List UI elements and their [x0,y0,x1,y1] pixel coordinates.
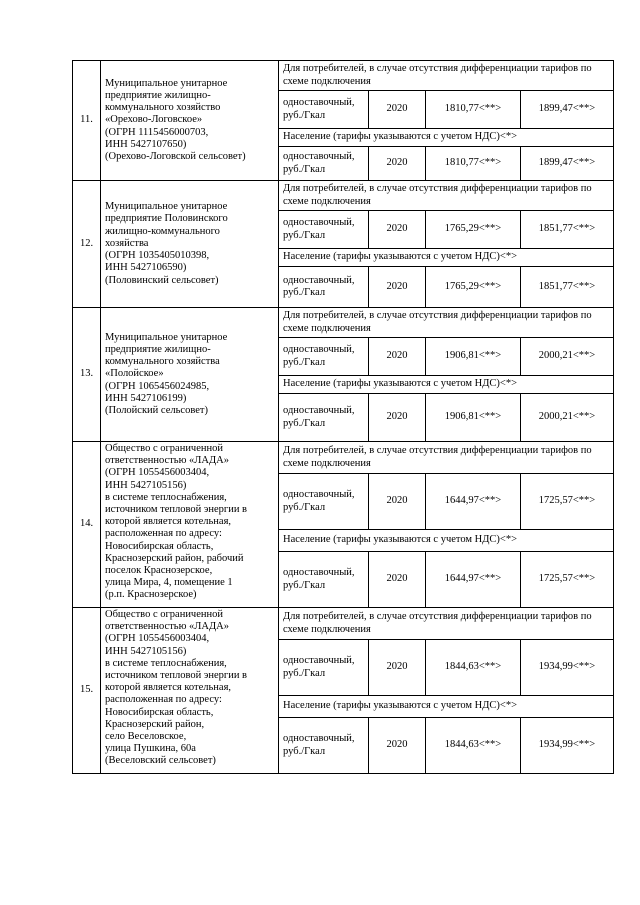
organization-line: ИНН 5427105156) [105,645,187,657]
tariff-type-line: руб./Гкал [283,356,326,368]
table-row [73,608,614,640]
tariff-value-first-half: 1765,29<**> [426,211,521,249]
row-number: 15. [73,608,101,774]
organization-line: улица Мира, 4, помещение 1 [105,577,233,589]
organization-cell [101,61,279,181]
organization-line: Общество с ограниченной [105,609,223,620]
tariff-type [279,718,369,774]
tariff-type-line: одноставочный, [283,733,355,745]
organization-line: село Веселовское, [105,731,187,743]
organization-cell [101,608,279,774]
tariff-type [279,267,369,308]
tariff-type [279,147,369,181]
tariff-type [279,338,369,376]
organization-line: Муниципальное унитарное [105,331,228,343]
tariff-value-second-half: 2000,21<**> [521,338,614,376]
organization-line: ИНН 5427105156) [105,479,187,491]
organization-line: улица Пушкина, 60а [105,743,196,755]
consumer-group-header: Для потребителей, в случае отсутствия дифференциации тарифов по схеме подключения [279,61,614,91]
tariff-value-second-half: 1899,47<**> [521,91,614,129]
tariff-value-second-half: 1725,57<**> [521,474,614,530]
table-row [73,61,614,91]
organization-line: которой является котельная, [105,516,232,528]
organization-line: Общество с ограниченной [105,443,223,454]
table-row [73,442,614,474]
organization-line: предприятие жилищно- [105,89,211,101]
organization-line: расположенная по адресу: [105,694,222,706]
tariff-value-first-half: 1906,81<**> [426,338,521,376]
population-header: Население (тарифы указываются с учетом НДС)<*> [279,249,614,267]
tariff-value-second-half: 1934,99<**> [521,718,614,774]
population-header: Население (тарифы указываются с учетом НДС)<*> [279,530,614,552]
tariff-type-line: руб./Гкал [283,501,326,513]
tariff-year: 2020 [369,338,426,376]
organization-line: коммунального хозяйства [105,356,220,368]
tariff-year: 2020 [369,211,426,249]
tariff-value-second-half: 1934,99<**> [521,640,614,696]
tariff-value-first-half: 1644,97<**> [426,474,521,530]
tariff-value-second-half: 1899,47<**> [521,147,614,181]
tariff-type-line: руб./Гкал [283,417,326,429]
organization-line: источником тепловой энергии в [105,670,248,682]
organization-line: предприятие жилищно- [105,343,211,355]
tariff-type [279,211,369,249]
population-header: Население (тарифы указываются с учетом НДС)<*> [279,376,614,394]
tariff-type-line: руб./Гкал [283,229,326,241]
tariff-type-line: руб./Гкал [283,745,326,757]
organization-line: (ОГРН 1035405010398, [105,250,210,262]
organization-line: Новосибирская область, [105,706,214,718]
organization-line: (Половинский сельсовет) [105,274,219,286]
organization-line: (ОГРН 1115456000703, [105,126,209,138]
organization-line: ИНН 5427106590) [105,262,187,274]
organization-line: поселок Краснозерское, [105,565,213,577]
organization-line: в системе теплоснабжения, [105,491,227,503]
tariff-type-line: одноставочный, [283,489,355,501]
organization-line: жилищно-коммунального [105,225,220,237]
consumer-group-header: Для потребителей, в случае отсутствия дифференциации тарифов по схеме подключения [279,442,614,474]
population-header: Население (тарифы указываются с учетом НДС)<*> [279,129,614,147]
organization-line: (Веселовский сельсовет) [105,755,216,767]
organization-line: Муниципальное унитарное [105,201,228,213]
organization-line: которой является котельная, [105,682,232,694]
tariff-year: 2020 [369,394,426,442]
consumer-group-header: Для потребителей, в случае отсутствия дифференциации тарифов по схеме подключения [279,181,614,211]
tariff-type-line: одноставочный, [283,274,355,286]
tariff-type-line: руб./Гкал [283,287,326,298]
organization-line: ИНН 5427107650) [105,138,187,150]
row-number: 12. [73,181,101,308]
organization-line: (ОГРН 1055456003404, [105,633,210,645]
organization-cell [101,442,279,608]
organization-line: ответственностью «ЛАДА» [105,455,229,467]
organization-line: (Полойский сельсовет) [105,405,208,416]
organization-line: в системе теплоснабжения, [105,657,227,669]
organization-line: хозяйства [105,237,149,249]
table-row [73,308,614,338]
organization-line: Новосибирская область, [105,540,214,552]
tariff-value-first-half: 1906,81<**> [426,394,521,442]
tariff-value-first-half: 1810,77<**> [426,91,521,129]
table-row [73,181,614,211]
organization-line: Краснозерский район, [105,718,205,730]
tariff-year: 2020 [369,147,426,181]
tariff-value-second-half: 1851,77<**> [521,267,614,308]
organization-line: ответственностью «ЛАДА» [105,621,229,633]
tariff-type-line: руб./Гкал [283,163,326,175]
tariff-type [279,394,369,442]
row-number: 11. [73,61,101,181]
tariff-year: 2020 [369,640,426,696]
organization-line: коммунального хозяйство [105,102,221,114]
tariff-type-line: руб./Гкал [283,109,326,121]
organization-line: расположенная по адресу: [105,528,222,540]
tariff-value-first-half: 1844,63<**> [426,640,521,696]
consumer-group-header: Для потребителей, в случае отсутствия дифференциации тарифов по схеме подключения [279,608,614,640]
organization-line: Муниципальное унитарное [105,77,228,89]
row-number: 14. [73,442,101,608]
row-number: 13. [73,308,101,442]
tariff-type [279,552,369,608]
tariff-type-line: одноставочный, [283,97,355,109]
organization-line: (Орехово-Логовской сельсовет) [105,151,246,162]
organization-line: (ОГРН 1065456024985, [105,380,210,392]
tariff-value-first-half: 1644,97<**> [426,552,521,608]
organization-line: ИНН 5427106199) [105,392,187,404]
tariff-type-line: руб./Гкал [283,579,326,591]
tariff-type-line: одноставочный, [283,655,355,667]
organization-line: источником тепловой энергии в [105,504,248,516]
organization-line: «Орехово-Логовское» [105,114,203,126]
organization-line: предприятие Половинского [105,213,228,225]
tariff-year: 2020 [369,552,426,608]
organization-line: Краснозерский район, рабочий [105,552,244,564]
tariff-year: 2020 [369,91,426,129]
tariff-value-first-half: 1810,77<**> [426,147,521,181]
tariff-type [279,474,369,530]
tariff-value-second-half: 2000,21<**> [521,394,614,442]
tariff-type-line: одноставочный, [283,151,355,163]
population-header: Население (тарифы указываются с учетом НДС)<*> [279,696,614,718]
tariff-table [72,60,614,774]
tariff-value-second-half: 1725,57<**> [521,552,614,608]
tariff-type [279,640,369,696]
tariff-type-line: одноставочный, [283,217,355,229]
tariff-year: 2020 [369,718,426,774]
tariff-type-line: одноставочный, [283,344,355,356]
tariff-type-line: руб./Гкал [283,667,326,679]
organization-line: (р.п. Краснозерское) [105,589,197,601]
tariff-type [279,91,369,129]
organization-line: (ОГРН 1055456003404, [105,467,210,479]
consumer-group-header: Для потребителей, в случае отсутствия дифференциации тарифов по схеме подключения [279,308,614,338]
tariff-type-line: одноставочный, [283,567,355,579]
tariff-value-first-half: 1765,29<**> [426,267,521,308]
organization-cell [101,181,279,308]
organization-line: «Полойское» [105,368,164,380]
tariff-year: 2020 [369,267,426,308]
tariff-year: 2020 [369,474,426,530]
tariff-value-second-half: 1851,77<**> [521,211,614,249]
organization-cell [101,308,279,442]
tariff-type-line: одноставочный, [283,405,355,417]
tariff-table-body [73,61,614,774]
tariff-value-first-half: 1844,63<**> [426,718,521,774]
